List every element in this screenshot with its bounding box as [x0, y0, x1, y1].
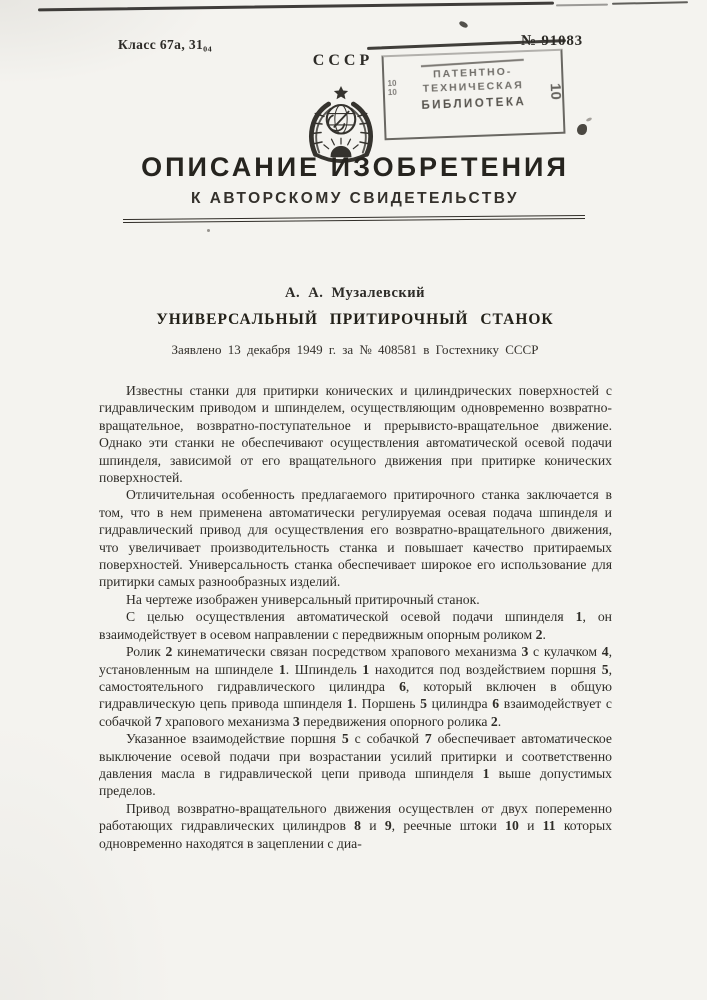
- stamp-left-marks: 10 10: [387, 78, 397, 98]
- page-title: ОПИСАНИЕ ИЗОБРЕТЕНИЯ: [141, 152, 569, 182]
- double-rule-divider: [123, 215, 585, 223]
- description-body: [99, 382, 612, 852]
- ink-smudge: [458, 20, 468, 29]
- body-paragraph: Известны станки для притирки конических и цилиндрических поверхностей с гидравлическим приводом и шпинделем, осуществляющим одновременно возвратно-вращательное, возвратно-поступательное и прерывисто-вращательное движение. Однако эти станки не обеспечивают осуществления автоматической осевой подачи шпинделя, зависимой от его вращательного движения при притирке конических поверхностей.: [99, 383, 612, 486]
- stamp-side-number: 10: [546, 82, 565, 101]
- scan-edge-line: [38, 2, 554, 12]
- scan-edge-line: [612, 1, 688, 5]
- body-paragraph: Ролик 2 кинематически связан посредством храпового механизма 3 с кулачком 4, установленным на шпинделе 1. Шпиндель 1 находится под воздействием поршня 5, самостоятельного гидравлического цилиндра 6, который включен в общую гидравлическую цепь привода шпинделя 1. Поршень 5 цилиндра 6 взаимодействует с собачкой 7 храпового механизма 3 передвижения опорного ролика 2.: [99, 644, 613, 729]
- body-paragraph: С целью осуществления автоматической осевой подачи шпинделя 1, он взаимодействует в осевом направлении с передвижным опорным роликом 2.: [99, 609, 613, 642]
- invention-title: УНИВЕРСАЛЬНЫЙ ПРИТИРОЧНЫЙ СТАНОК: [156, 311, 554, 328]
- page-subtitle: К АВТОРСКОМУ СВИДЕТЕЛЬСТВУ: [190, 190, 520, 207]
- ink-blot: [577, 124, 587, 135]
- stamp-text-line: БИБЛИОТЕКА: [421, 96, 527, 112]
- body-paragraph: Привод возвратно-вращательного движения осуществлен от двух попеременно работающих гидравлических цилиндров 8 и 9, реечные штоки 10 и 11 которых одновременно находятся в зацеплении с диа-: [99, 800, 612, 851]
- body-paragraph: Отличительная особенность предлагаемого притирочного станка заключается в том, что в нем применена автоматически регулируемая осевая подача шпинделя и гидравлический привод для осуществления его возвратно-вращательного движения, что увеличивает производительность станка и повышает качество притираемых поверхностей. Универсальность станка обеспечивает широкое его использование для притирки самых разнообразных изделий.: [99, 487, 612, 590]
- ink-blot: [586, 117, 593, 122]
- country-label: СССР: [312, 52, 374, 69]
- patent-number: № 91083: [521, 33, 583, 49]
- body-paragraph: Указанное взаимодействие поршня 5 с собачкой 7 обеспечивает автоматическое выключение осевой подачи при возрастании усилий притирки и соответственно давления масла в гидравлической цепи привода шпинделя 1 выше допустимых пределов.: [99, 731, 612, 799]
- scan-edge-line: [556, 4, 608, 7]
- author-name: А. А. Музалевский: [285, 285, 425, 301]
- filing-info: Заявлено 13 декабря 1949 г. за № 408581 в Гостехнику СССР: [171, 342, 539, 357]
- library-stamp: [382, 49, 566, 141]
- stamp-text-line: ПАТЕНТНО-: [432, 65, 513, 81]
- body-paragraph: На чертеже изображен универсальный притирочный станок.: [126, 591, 480, 607]
- stamp-text-line: ТЕХНИЧЕСКАЯ: [422, 79, 524, 95]
- ink-dot: [207, 229, 210, 232]
- patent-class-label: Класс 67а, 31₀₄: [118, 37, 213, 52]
